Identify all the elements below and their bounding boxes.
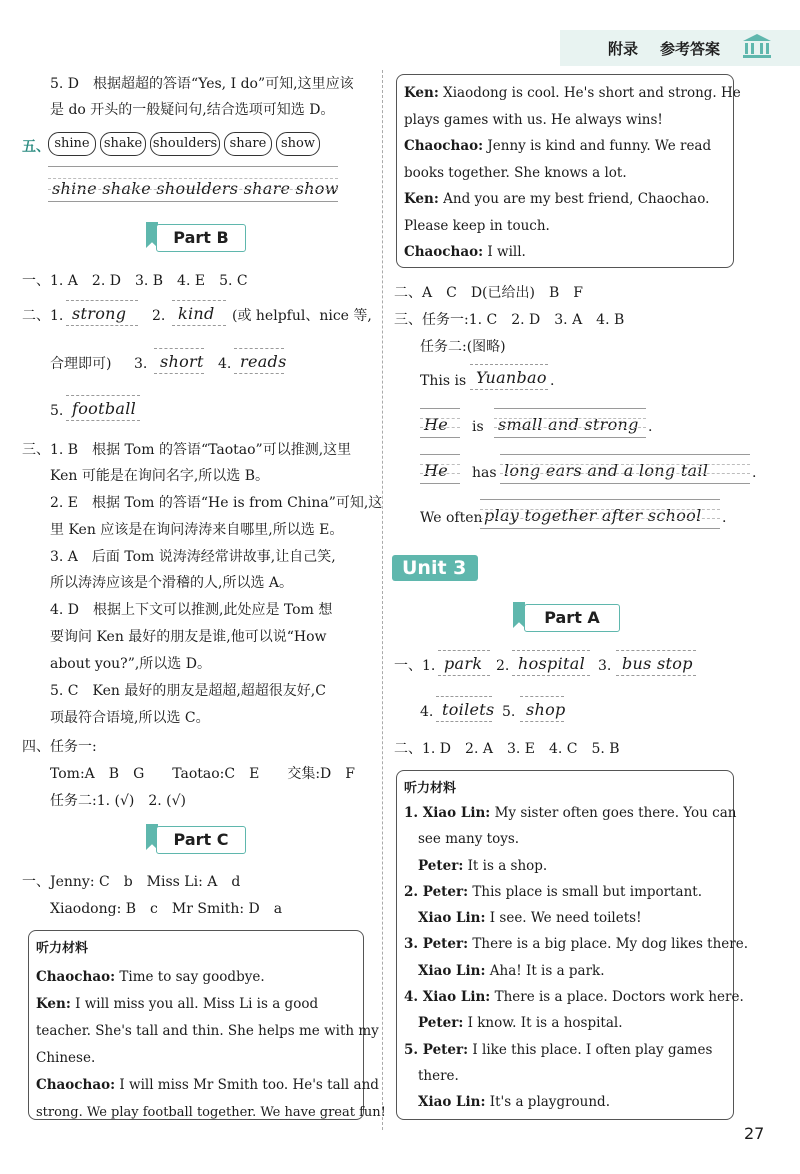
dialogue-line: Peter: I know. It is a hospital.	[418, 1015, 623, 1032]
note-helpful: (或 helpful、nice 等,	[232, 308, 372, 324]
part-b-4-line3: 任务二:1. (√) 2. (√)	[50, 793, 187, 809]
part-b-3-line5: 3. A 后面 Tom 说涛涛经常讲故事,让自己笑,	[50, 549, 336, 565]
dialogue-line: books together. She knows a lot.	[404, 164, 627, 181]
dialogue-line: Chaochao: I will miss Mr Smith too. He's tall and	[36, 1077, 379, 1093]
note-reasonable: 合理即可)	[50, 356, 112, 372]
blank-reads: reads	[234, 348, 284, 374]
num-4: 4.	[420, 704, 434, 720]
dialogue-line: Chaochao: Time to say goodbye.	[36, 969, 265, 985]
part-c-answer-line1: 一、Jenny: C b Miss Li: A d	[22, 874, 241, 890]
period: .	[752, 465, 757, 481]
header-appendix: 附录	[608, 40, 639, 58]
dialogue-line: there.	[418, 1067, 459, 1084]
period: .	[648, 419, 653, 435]
part-c-heading: Part C	[156, 826, 246, 854]
part-b-3-line3: 2. E 根据 Tom 的答语“He is from China”可知,这	[50, 495, 383, 511]
dialogue-line: Please keep in touch.	[404, 217, 550, 234]
part-b-3-line7: 4. D 根据上下文可以推测,此处应是 Tom 想	[50, 602, 333, 618]
writing-line-he-1: He	[420, 408, 460, 438]
num-2: 2.	[152, 308, 166, 324]
part-b-4-line1: 四、任务一:	[22, 739, 97, 755]
part-b-4-line2: Tom:A B G Taotao:C E 交集:D F	[50, 766, 355, 782]
dialogue-line: Xiao Lin: I see. We need toilets!	[418, 910, 642, 927]
blank-yuanbao: Yuanbao	[470, 364, 548, 390]
dialogue-line: Ken: I will miss you all. Miss Li is a good	[36, 996, 319, 1012]
num-4: 4.	[218, 356, 232, 372]
part-b-3-line10: 5. C Ken 最好的朋友是超超,超超很友好,C	[50, 683, 326, 699]
period: .	[550, 373, 555, 389]
part-a-1-label: 一、1.	[394, 658, 436, 674]
part-b-3-line6: 所以涛涛应该是个滑稽的人,所以选 A。	[50, 575, 294, 591]
num-5: 5.	[502, 704, 516, 720]
dialogue-line: teacher. She's tall and thin. She helps me with my	[36, 1023, 379, 1039]
dialogue-line: 3. Peter: There is a big place. My dog likes there.	[404, 936, 749, 953]
dialogue-line: Chaochao: Jenny is kind and funny. We read	[404, 138, 712, 154]
answer-5-line2: 是 do 开头的一般疑问句,结合选项可知选 D。	[50, 102, 335, 118]
num-5: 5.	[50, 403, 64, 419]
right-answer-2: 二、A C D(已给出) B F	[394, 285, 583, 301]
num-2: 2.	[496, 658, 510, 674]
we-often-label: We often	[420, 510, 483, 526]
writing-line-he-2: He	[420, 454, 460, 484]
unit-3-title: Unit 3	[402, 557, 467, 579]
part-b-heading: Part B	[156, 224, 246, 252]
blank-bus-stop: bus stop	[616, 650, 696, 676]
part-b-3-line11: 项最符合语境,所以选 C。	[50, 710, 210, 726]
part-a-answer-2: 二、1. D 2. A 3. E 4. C 5. B	[394, 741, 620, 757]
dialogue-line: Chinese.	[36, 1050, 96, 1066]
word-pill-share: share	[224, 132, 272, 156]
has-label: has	[472, 465, 497, 481]
handwriting-line	[48, 166, 338, 202]
dialogue-line: 5. Peter: I like this place. I often play games	[404, 1041, 713, 1058]
blank-football: football	[66, 395, 140, 421]
dialogue-line: plays games with us. He always wins!	[404, 111, 663, 128]
building-icon	[742, 33, 772, 63]
blank-short: short	[154, 348, 204, 374]
word-pill-shoulders: shoulders	[150, 132, 220, 156]
blank-strong: strong	[66, 300, 138, 326]
part-b-2-label: 二、1.	[22, 308, 64, 324]
writing-line-desc-3: play together after school	[480, 499, 720, 529]
part-b-3-line2: Ken 可能是在询问名字,所以选 B。	[50, 468, 270, 484]
right-top-box-lines	[404, 80, 741, 266]
num-3: 3.	[134, 356, 148, 372]
dialogue-line: Ken: Xiaodong is cool. He's short and strong. He	[404, 85, 741, 101]
word-pill-show: show	[276, 132, 320, 156]
dialogue-line: Xiao Lin: It's a playground.	[418, 1094, 610, 1111]
part-b-3-line4: 里 Ken 应该是在询问涛涛来自哪里,所以选 E。	[50, 522, 344, 538]
this-is-label: This is	[420, 373, 467, 389]
word-pill-shake: shake	[100, 132, 146, 156]
right-bottom-box-lines	[404, 800, 748, 1116]
part-b-3-line8: 要询问 Ken 最好的朋友是谁,他可以说“How	[50, 629, 327, 645]
dialogue-line: Ken: And you are my best friend, Chaochao.	[404, 191, 710, 207]
dialogue-line: see many toys.	[418, 831, 520, 848]
listening-title-right: 听力材料	[404, 781, 457, 796]
right-answer-3-line2: 任务二:(图略)	[420, 339, 506, 355]
listening-title-left: 听力材料	[36, 941, 89, 956]
part-a-heading: Part A	[524, 604, 620, 632]
part-c-answer-line2: Xiaodong: B c Mr Smith: D a	[50, 901, 283, 917]
dialogue-line: 2. Peter: This place is small but important.	[404, 883, 702, 900]
writing-line-desc-1: small and strong	[494, 408, 646, 438]
header-answers: 参考答案	[660, 40, 721, 58]
blank-park: park	[438, 650, 490, 676]
dialogue-line: Xiao Lin: Aha! It is a park.	[418, 962, 605, 979]
blank-kind: kind	[172, 300, 226, 326]
num-3: 3.	[598, 658, 612, 674]
blank-shop: shop	[520, 696, 564, 722]
left-box-lines	[36, 964, 386, 1126]
answer-5-line1: 5. D 根据超超的答语“Yes, I do”可知,这里应该	[50, 76, 354, 92]
is-label: is	[472, 419, 484, 435]
part-b-3-line9: about you?”,所以选 D。	[50, 656, 211, 672]
period: .	[722, 510, 727, 526]
word-pill-shine: shine	[48, 132, 96, 156]
dialogue-line: strong. We play football together. We have great fun!	[36, 1105, 386, 1120]
dialogue-line: 4. Xiao Lin: There is a place. Doctors work here.	[404, 989, 744, 1006]
handwritten-words: shine shake shoulders share show	[52, 179, 339, 198]
part-b-3-line1: 三、1. B 根据 Tom 的答语“Taotao”可以推测,这里	[22, 442, 352, 458]
right-answer-3-line1: 三、任务一:1. C 2. D 3. A 4. B	[394, 312, 625, 328]
section-5-label: 五、	[22, 139, 50, 155]
blank-hospital: hospital	[512, 650, 590, 676]
dialogue-line: 1. Xiao Lin: My sister often goes there. You can	[404, 805, 737, 821]
dialogue-line: Peter: It is a shop.	[418, 857, 548, 874]
part-b-answer-1: 一、1. A 2. D 3. B 4. E 5. C	[22, 273, 248, 289]
blank-toilets: toilets	[436, 696, 492, 722]
page-number: 27	[744, 1124, 765, 1143]
dialogue-line: Chaochao: I will.	[404, 244, 526, 260]
writing-line-desc-2: long ears and a long tail	[500, 454, 750, 484]
